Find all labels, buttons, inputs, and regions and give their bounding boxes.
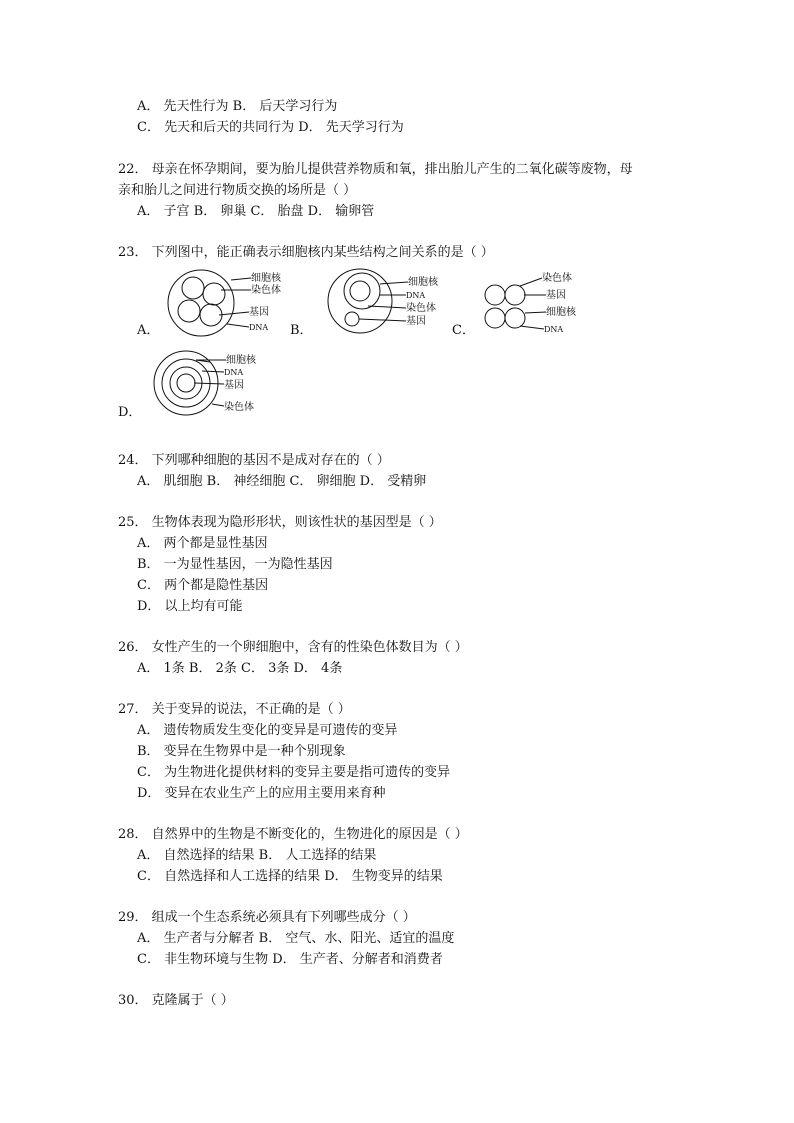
q23-d-label-dna: DNA <box>224 368 244 377</box>
q25-stem: 25． 生物体表现为隐形形状，则该性状的基因型是（ ） <box>118 515 442 530</box>
q22-stem-line1: 22． 母亲在怀孕期间，要为胎儿提供营养物质和氧，排出胎儿产生的二氧化碳等废物，母 <box>118 162 633 177</box>
q25-option-a: A． 两个都是显性基因 <box>137 536 268 551</box>
q23-option-c-letter: C． <box>452 323 475 338</box>
q28-options-row2: C． 自然选择和人工选择的结果 D． 生物变异的结果 <box>137 869 443 884</box>
q23-a-label-chromosome: 染色体 <box>251 285 281 296</box>
q27-stem: 27． 关于变异的说法，不正确的是（ ） <box>118 702 351 717</box>
q28-stem: 28． 自然界中的生物是不断变化的，生物进化的原因是（ ） <box>118 827 468 842</box>
q23-a-label-dna: DNA <box>249 323 269 332</box>
q24-options-row1: A． 肌细胞 B． 神经细胞 C． 卵细胞 D． 受精卵 <box>137 474 427 489</box>
q23-figure-d <box>148 350 278 420</box>
q23-d-label-nucleus: 细胞核 <box>226 355 256 366</box>
q27-option-d: D． 变异在农业生产上的应用主要用来育种 <box>137 786 386 801</box>
q23-c-label-nucleus: 细胞核 <box>546 307 576 318</box>
q23-figure-a <box>165 268 285 338</box>
q25-option-d: D． 以上均有可能 <box>137 599 243 614</box>
q23-b-label-dna: DNA <box>406 291 426 300</box>
q29-options-row1: A． 生产者与分解者 B． 空气、水、阳光、适宜的温度 <box>137 931 455 946</box>
q22-stem-line2: 亲和胎儿之间进行物质交换的场所是（ ） <box>118 183 357 198</box>
q25-option-c: C． 两个都是隐性基因 <box>137 578 269 593</box>
q23-option-d-letter: D． <box>118 405 142 420</box>
q23-figure-b <box>322 268 452 338</box>
q27-option-c: C． 为生物进化提供材料的变异主要是指可遗传的变异 <box>137 765 451 780</box>
q23-b-label-gene: 基因 <box>406 316 426 327</box>
q21-options-row2: C． 先天和后天的共同行为 D． 先天学习行为 <box>137 120 404 135</box>
q23-c-label-gene: 基因 <box>546 290 566 301</box>
q23-a-label-nucleus: 细胞核 <box>251 273 281 284</box>
q29-options-row2: C． 非生物环境与生物 D． 生产者、分解者和消费者 <box>137 952 443 967</box>
q23-figure-c <box>480 268 600 338</box>
q25-option-b: B． 一为显性基因，一为隐性基因 <box>137 557 333 572</box>
q26-stem: 26． 女性产生的一个卵细胞中，含有的性染色体数目为（ ） <box>118 640 468 655</box>
q23-option-b-letter: B． <box>290 323 313 338</box>
q23-stem: 23． 下列图中，能正确表示细胞核内某些结构之间关系的是（ ） <box>118 245 494 260</box>
q29-stem: 29． 组成一个生态系统必须具有下列哪些成分（ ） <box>118 910 416 925</box>
q23-d-label-gene: 基因 <box>224 380 244 391</box>
q23-a-label-gene: 基因 <box>249 307 269 318</box>
q23-option-a-letter: A． <box>137 323 160 338</box>
q27-option-b: B． 变异在生物界中是一种个别现象 <box>137 744 346 759</box>
q22-options-row1: A． 子宫 B． 卵巢 C． 胎盘 D． 输卵管 <box>137 204 375 219</box>
q30-stem: 30． 克隆属于（ ） <box>118 993 234 1008</box>
q23-c-label-chromosome: 染色体 <box>542 273 572 284</box>
q23-b-label-chromosome: 染色体 <box>406 303 436 314</box>
q23-b-label-nucleus: 细胞核 <box>408 277 438 288</box>
q27-option-a: A． 遗传物质发生变化的变异是可遗传的变异 <box>137 723 398 738</box>
q26-options-row1: A． 1条 B． 2条 C． 3条 D． 4条 <box>137 661 343 676</box>
q28-options-row1: A． 自然选择的结果 B． 人工选择的结果 <box>137 848 377 863</box>
q21-options-row1: A． 先天性行为 B． 后天学习行为 <box>137 99 338 114</box>
q24-stem: 24． 下列哪种细胞的基因不是成对存在的（ ） <box>118 453 390 468</box>
q23-c-label-dna: DNA <box>544 325 564 334</box>
q23-d-label-chromosome: 染色体 <box>224 402 254 413</box>
